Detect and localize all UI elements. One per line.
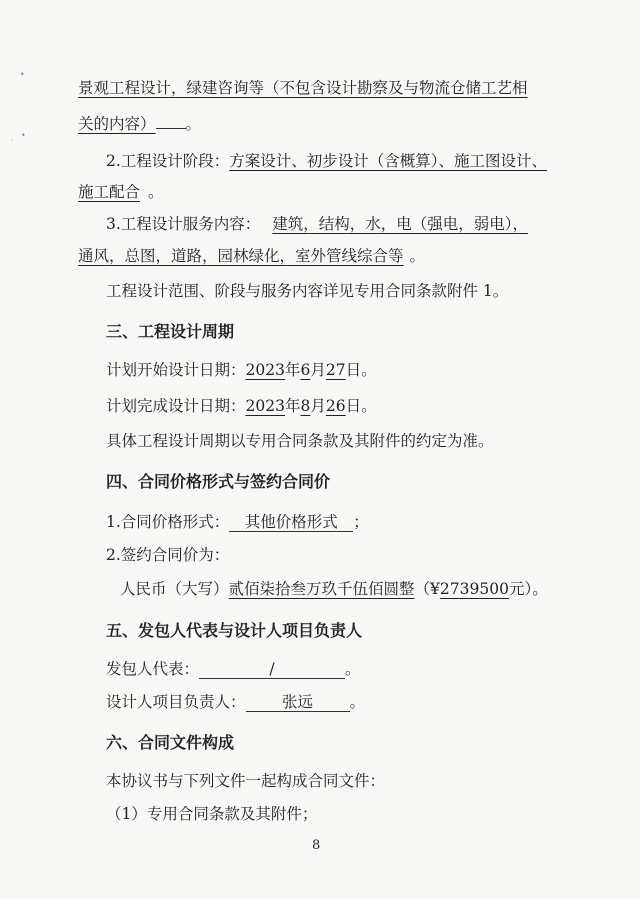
section-6-heading: 六、合同文件构成	[106, 733, 235, 752]
year-unit: 年	[284, 361, 301, 379]
section-3-heading: 三、工程设计周期	[106, 322, 235, 341]
start-month: 6	[300, 361, 311, 379]
stage-line-1	[106, 151, 547, 171]
start-label: 计划开始设计日期：	[106, 361, 246, 379]
designer-label: 设计人项目负责人：	[106, 693, 246, 711]
section-5-heading: 五、发包人代表与设计人项目负责人	[106, 621, 363, 640]
service-label: 3.工程设计服务内容：	[106, 215, 261, 233]
price-form-line	[106, 512, 369, 532]
employer-label: 发包人代表：	[106, 660, 200, 678]
scope-line-2	[78, 114, 201, 134]
scope-detail-note: 工程设计范围、阶段与服务内容详见专用合同条款附件 1。	[106, 282, 509, 300]
page-number: 8	[312, 838, 321, 853]
planned-start-date	[106, 360, 377, 380]
day-unit: 日。	[345, 397, 377, 415]
stage-label: 2.工程设计阶段：	[106, 152, 230, 170]
designer-end: 。	[349, 693, 366, 711]
service-line-2	[78, 246, 425, 266]
scan-mark: ·	[11, 136, 14, 145]
service-line-1	[106, 214, 528, 234]
stage-end: 。	[148, 183, 164, 201]
planned-end-date	[106, 396, 377, 416]
service-end: 。	[409, 247, 426, 265]
service-value-cont: 通风，总图，道路，园林绿化，室外管线综合等	[78, 247, 404, 265]
rmb-label: 人民币（大写）	[120, 580, 229, 598]
scope-line-1: 景观工程设计，绿建咨询等（不包含设计勘察及与物流仓储工艺相	[78, 79, 528, 97]
end-month: 8	[300, 397, 311, 415]
end-label: 计划完成设计日期：	[106, 397, 246, 415]
price-form-end: ；	[353, 513, 369, 531]
stage-value: 方案设计、初步设计（含概算）、施工图设计、	[229, 152, 548, 170]
stage-line-2	[78, 182, 164, 202]
end-day: 26	[325, 397, 346, 415]
price-form-value: 其他价格形式	[229, 513, 353, 532]
start-day: 27	[325, 361, 346, 379]
scope-line-2-text: 关的内容）	[78, 115, 156, 133]
stage-value-cont: 施工配合	[78, 183, 141, 201]
scan-mark: •	[20, 70, 25, 79]
rmb-amount-line	[120, 579, 548, 599]
employer-end: 。	[345, 660, 361, 678]
rmb-amount: 2739500	[439, 580, 509, 598]
scan-mark: •	[21, 131, 26, 140]
price-form-label: 1.合同价格形式：	[106, 513, 230, 531]
period-note: 具体工程设计周期以专用合同条款及其附件的约定为准。	[106, 432, 494, 450]
employer-value: /	[199, 660, 345, 679]
section-4-heading: 四、合同价格形式与签约合同价	[106, 472, 331, 491]
scope-line-2-end: 。	[185, 115, 202, 133]
designer-value: 张远	[246, 693, 350, 712]
rmb-unit: 元）。	[508, 580, 548, 598]
month-unit: 月	[310, 361, 326, 379]
contract-price-label: 2.签约合同价为：	[106, 546, 230, 564]
day-unit: 日。	[345, 361, 377, 379]
start-year: 2023	[245, 361, 285, 379]
contract-doc-item-1: （1）专用合同条款及其附件；	[106, 805, 318, 823]
rmb-words: 贰佰柒拾叁万玖千伍佰圆整	[228, 580, 415, 598]
year-unit: 年	[284, 397, 301, 415]
rmb-paren-open: （¥	[414, 580, 440, 598]
scope-blank	[156, 128, 186, 129]
employer-rep-line	[106, 659, 361, 679]
service-value: 建筑，结构，水，电（强电，弱电），	[272, 215, 529, 233]
month-unit: 月	[310, 397, 326, 415]
designer-lead-line	[106, 692, 365, 712]
end-year: 2023	[245, 397, 285, 415]
contract-docs-intro: 本协议书与下列文件一起构成合同文件：	[106, 772, 386, 790]
